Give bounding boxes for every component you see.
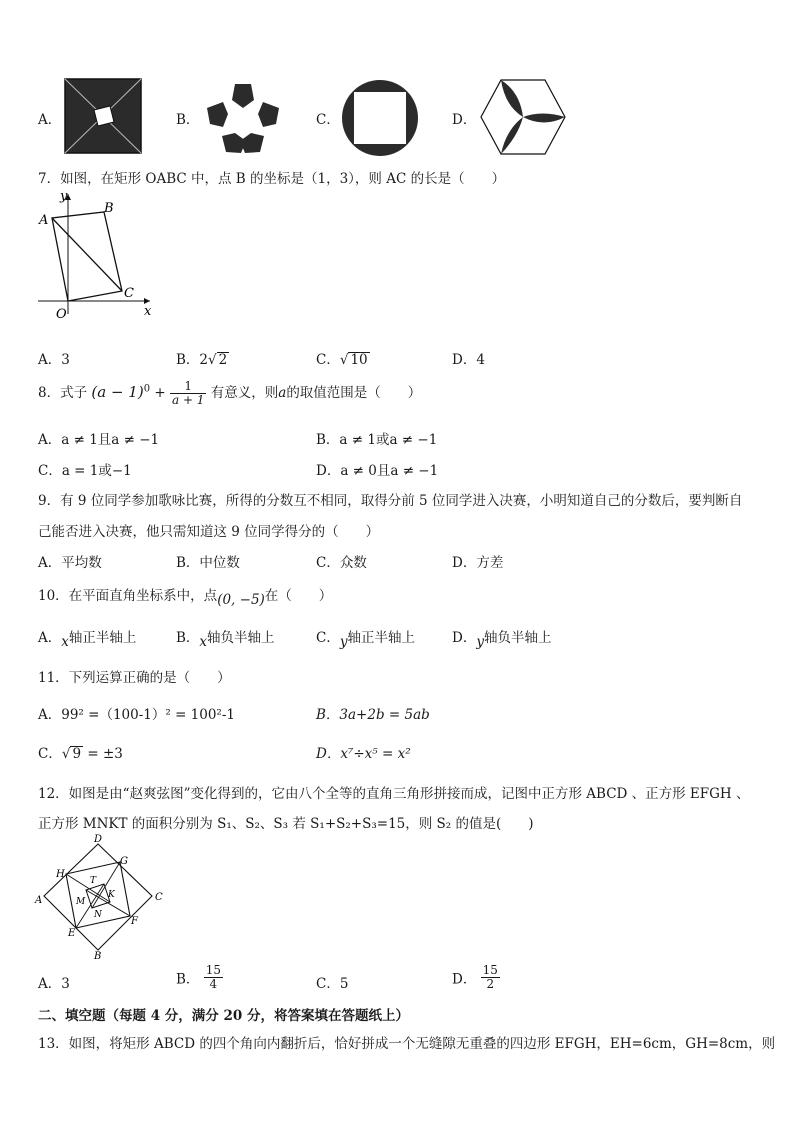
q7-figure	[34, 186, 164, 326]
q6-option-b-label: B．	[176, 112, 200, 128]
q12-fig-label-m: M	[76, 897, 86, 907]
q12-fig-label-f: F	[131, 916, 138, 927]
q6-figure-b	[202, 80, 284, 156]
q8-stem: 8．式子 $(a - 1)^0$ + $\frac{1}{a + 1}$ 有意义，则a的取值范围是（ ）	[38, 379, 422, 407]
q7-fig-label-o: O	[56, 307, 67, 322]
q6-option-c-label: C．	[316, 112, 340, 128]
q11-option-d: D．x⁷÷x⁵ = x²	[316, 746, 411, 762]
q6-figure-d	[480, 78, 566, 156]
q6-option-a-label: A．	[38, 112, 62, 128]
q7-fig-label-a: A	[39, 213, 49, 228]
q10-option-b: B．x轴负半轴上	[176, 630, 275, 650]
q9-option-a: A．平均数	[38, 555, 102, 571]
q10-option-a: A．x轴正半轴上	[38, 630, 137, 650]
q12-fig-label-d: D	[94, 834, 103, 845]
q7-stem: 7．如图，在矩形 OABC 中，点 B 的坐标是（1，3），则 AC 的长是（ ）	[38, 171, 506, 187]
q7-fig-label-b: B	[104, 201, 114, 216]
q7-fig-label-c: C	[124, 286, 134, 301]
q7-option-c: C．√ 10	[316, 352, 368, 368]
q12-figure	[34, 832, 164, 962]
q10-stem: 10．在平面直角坐标系中，点(0, −5)在（ ）	[38, 588, 333, 608]
q12-fig-label-t: T	[90, 876, 97, 886]
q6-figure-a	[64, 78, 142, 154]
q7-option-a: A．3	[38, 352, 70, 368]
q12-option-d: D． $\frac{15}{2}$	[452, 963, 498, 991]
q9-option-c: C．众数	[316, 555, 367, 571]
q12-fig-label-c: C	[155, 892, 163, 903]
q11-option-a: A．99² =（100-1）² = 100²-1	[38, 707, 235, 723]
section-2-heading: 二、填空题（每题 4 分，满分 20 分，将答案填在答题纸上）	[38, 1008, 409, 1024]
q9-stem-line2: 己能否进入决赛，他只需知道这 9 位同学得分的（ ）	[38, 524, 380, 540]
q7-fig-label-x: x	[144, 304, 152, 319]
q10-option-d: D．y轴负半轴上	[452, 630, 552, 650]
q12-fig-label-k: K	[108, 890, 115, 900]
q11-stem: 11．下列运算正确的是（ ）	[38, 670, 231, 686]
q8-option-a: A．a ≠ 1且a ≠ −1	[38, 432, 160, 448]
q12-fig-label-g: G	[120, 856, 128, 867]
q10-option-c: C．y轴正半轴上	[316, 630, 415, 650]
q12-option-b: B． $\frac{15}{4}$	[176, 963, 221, 991]
q12-fig-label-e: E	[68, 928, 76, 939]
q9-option-d: D．方差	[452, 555, 504, 571]
q12-fig-label-n: N	[94, 910, 102, 920]
q12-fig-label-a: A	[35, 895, 43, 906]
q11-option-c: C．√ 9 = ±3	[38, 746, 123, 762]
q7-fig-label-y: y	[60, 189, 68, 204]
q6-option-d-label: D．	[452, 112, 477, 128]
q12-option-c: C．5	[316, 976, 349, 992]
q8-fraction: $\frac{1}{a + 1}$	[171, 379, 205, 407]
q8-option-b: B．a ≠ 1或a ≠ −1	[316, 432, 438, 448]
q12-fig-label-h: H	[56, 869, 65, 880]
q6-figure-c	[340, 78, 420, 158]
q13-stem: 13．如图，将矩形 ABCD 的四个角向内翻折后，恰好拼成一个无缝隙无重叠的四边形 EFGH，EH=6cm，GH=8cm，则	[38, 1036, 776, 1052]
q9-stem-line1: 9．有 9 位同学参加歌咏比赛，所得的分数互不相同，取得分前 5 位同学进入决赛，小明知道自己的分数后，要判断自	[38, 493, 743, 509]
q12-option-a: A．3	[38, 976, 70, 992]
q12-stem-line1: 12．如图是由“赵爽弦图”变化得到的，它由八个全等的直角三角形拼接而成，记图中正方形 ABCD 、正方形 EFGH 、	[38, 786, 750, 802]
q9-option-b: B．中位数	[176, 555, 240, 571]
q11-option-b: B．3a+2b = 5ab	[316, 707, 430, 723]
q7-option-d: D．4	[452, 352, 485, 368]
q12-fig-label-b: B	[94, 951, 102, 962]
q12-stem-line2: 正方形 MNKT 的面积分别为 S₁、S₂、S₃ 若 S₁+S₂+S₃=15，则 S₂ 的值是( )	[38, 816, 534, 832]
q8-option-d: D．a ≠ 0且a ≠ −1	[316, 463, 439, 479]
q8-option-c: C．a = 1或−1	[38, 463, 132, 479]
q7-option-b: B．2√ 2	[176, 352, 228, 368]
